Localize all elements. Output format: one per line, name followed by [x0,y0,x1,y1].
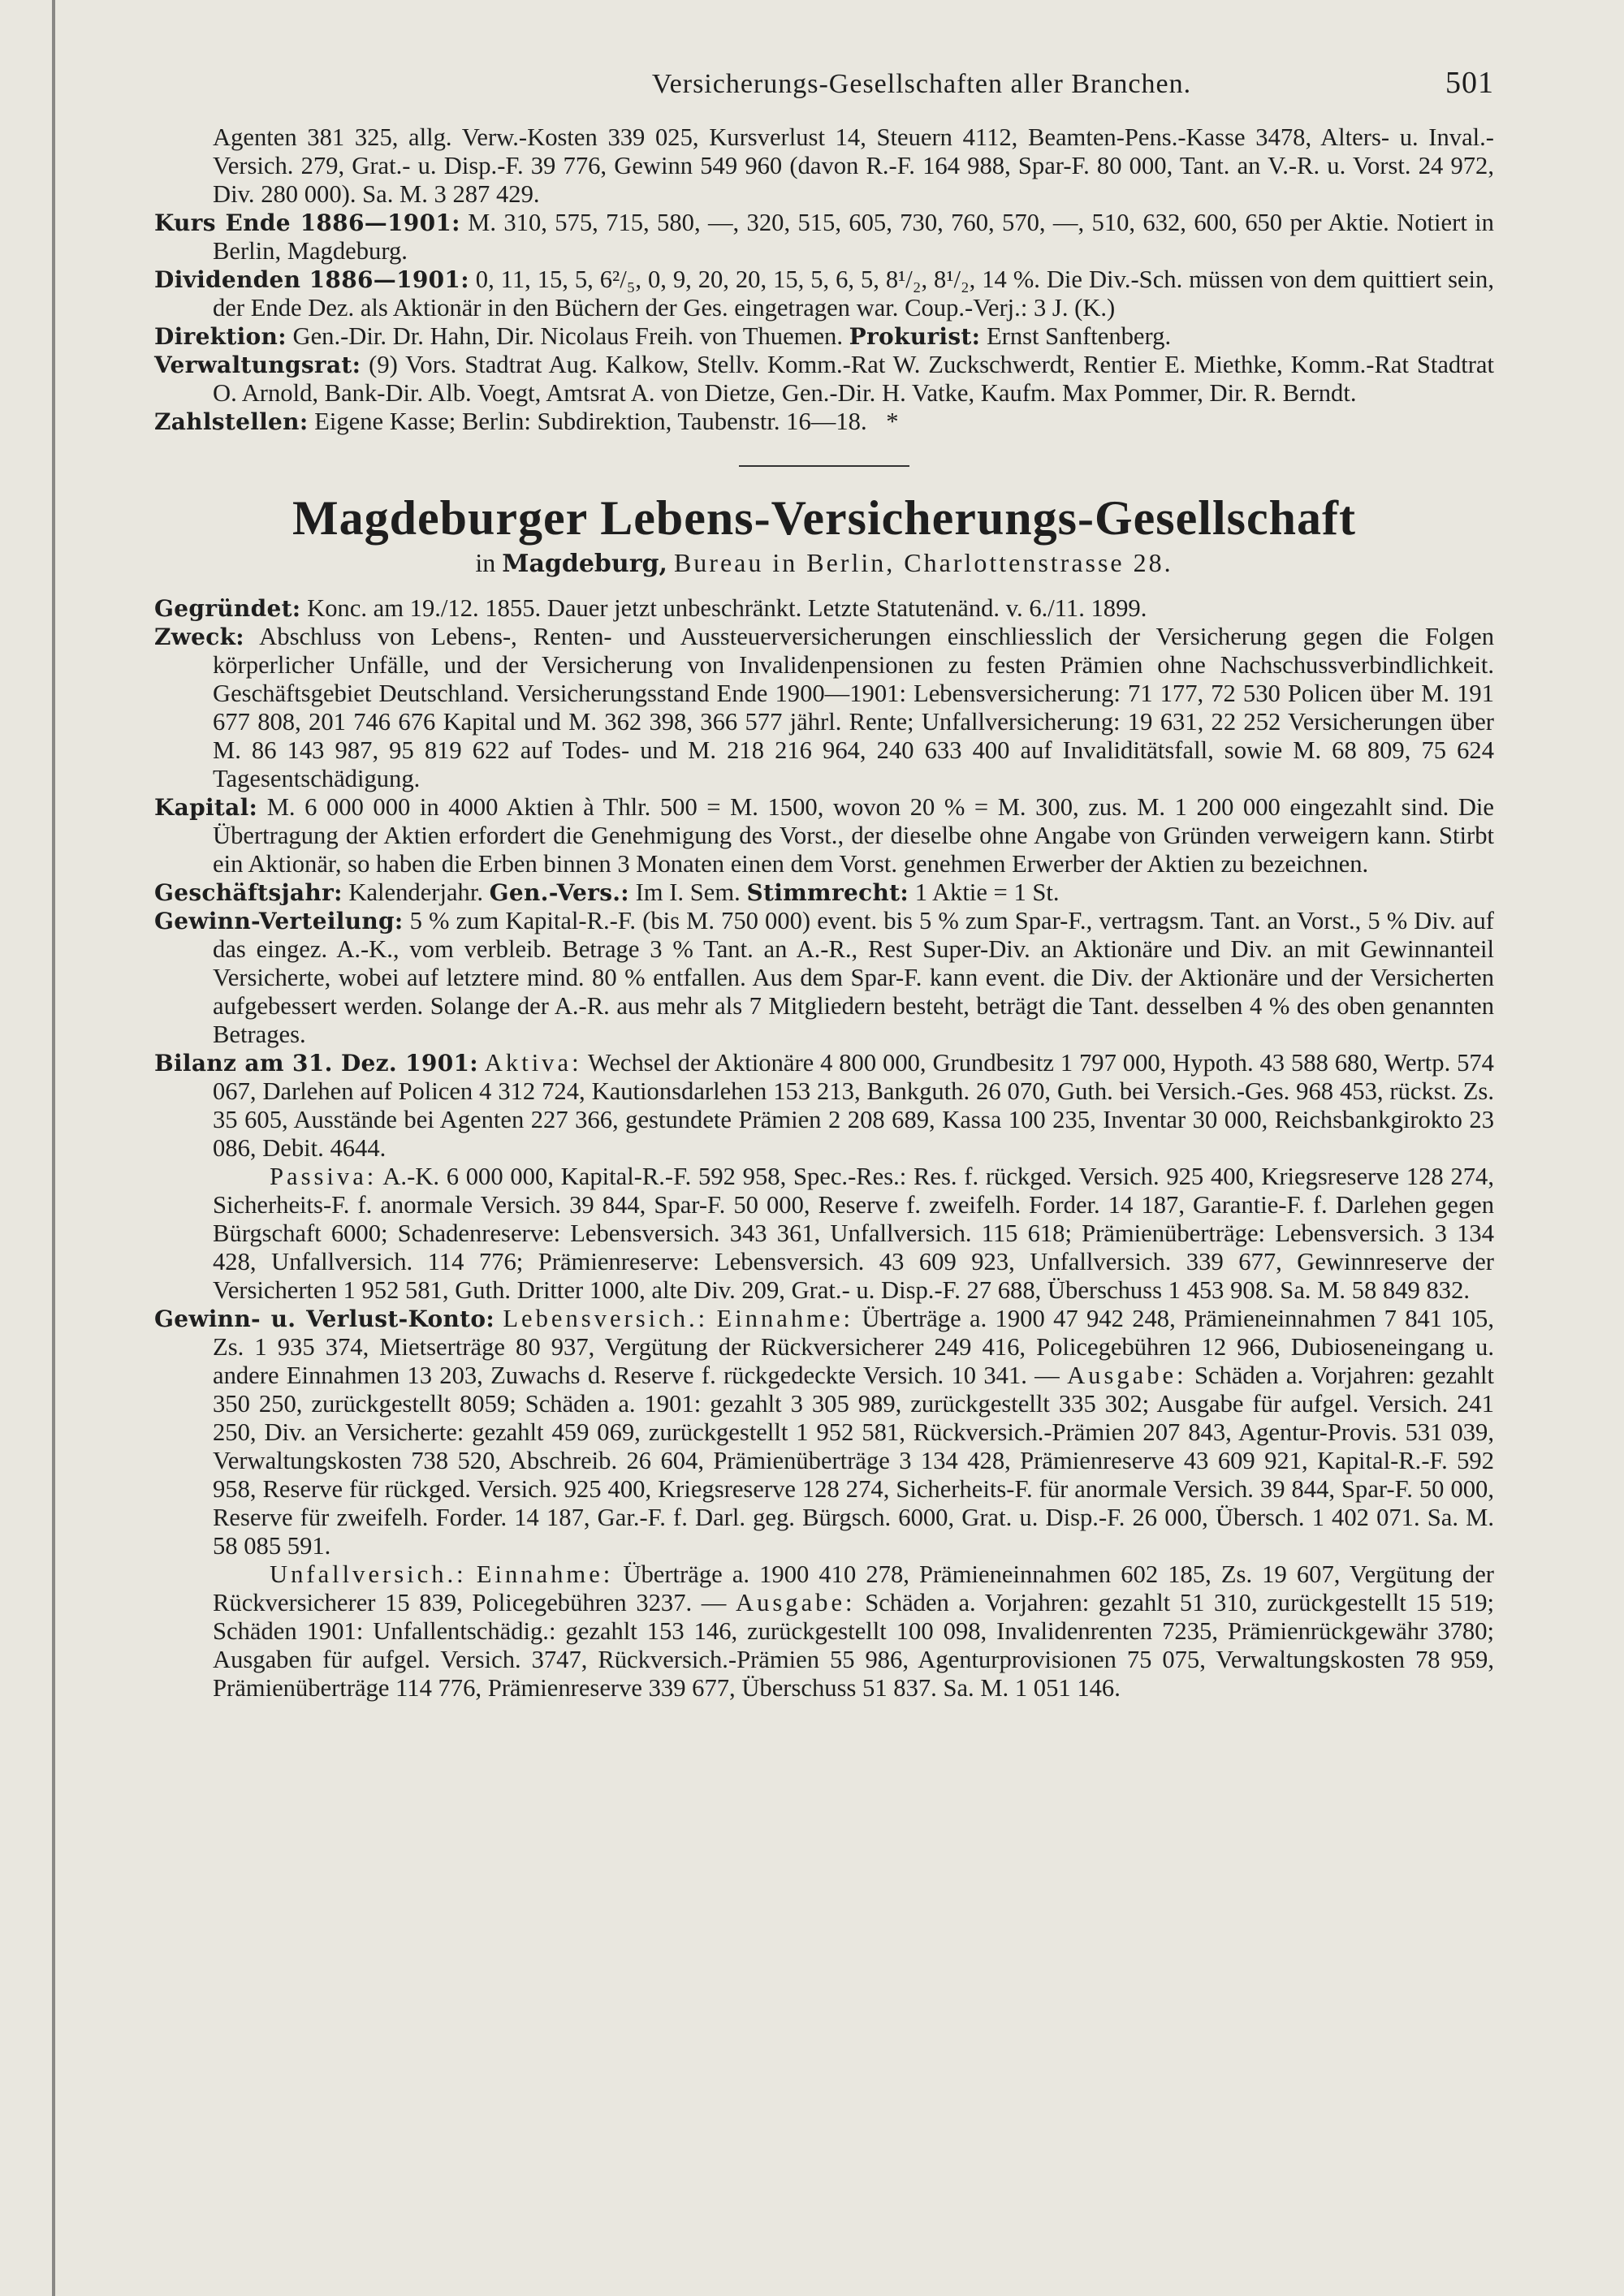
zahlstellen-text: Eigene Kasse; Berlin: Subdirektion, Taubenstr. 16—18. [314,408,867,435]
gegruendet-label: Gegründet: [154,595,301,622]
footnote-mark: * [886,408,899,435]
gewinn-verteilung-text: 5 % zum Kapital-R.-F. (bis M. 750 000) event. bis 5 % zum Spar-F., vertragsm. Tant. an Vorst., 5 % Div. auf das eingez. A.-K., vom verbleib. Betrage 3 % Tant. an A.-R., Rest Super-Div. an Aktionäre und Div. an mit Gewinnanteil Versicherte, wobei auf letztere mind. 80 % entfallen. Aus dem Spar-F. kann event. die Div. der Aktionäre und der Versicherten aufgebessert werden. Solange der A.-R. aus mehr als 7 Mitgliedern besteht, beträgt die Tant. desselben 4 % des oben genannten Betrages. [213,907,1494,1048]
stimmrecht-label: Stimmrecht: [746,879,909,906]
leben-einnahme-label: Einnahme: [716,1305,854,1332]
verwaltungsrat-label: Verwaltungsrat: [154,352,361,378]
running-header [154,65,1494,101]
dividenden-label: Dividenden 1886—1901: [154,266,469,293]
geschaeftsjahr-section [154,878,1494,907]
unfall-ausgabe-label: Ausgabe: [736,1589,856,1616]
gewinn-verteilung-label: Gewinn-Verteilung: [154,908,404,934]
leben-ausgabe-text: Schäden a. Vorjahren: gezahlt 350 250, zurückgestellt 8059; Schäden a. 1901: gezahlt 3 305 989, zurückgestellt 335 302; Ausgabe für aufgel. Versich. 241 250, Div. an Versicherte: gezahlt 459 069, zurückgestellt 1 952 581, Rückversich.-Prämien 207 843, Agentur-Provis. 531 039, Verwaltungskosten 738 520, Abschreib. 26 604, Prämienüberträge 3 134 428, Prämienreserve 43 609 921, Kapital-R.-F. 592 958, Reserve für rückged. Versich. 925 400, Kriegsreserve 128 274, Sicherheits-F. für anormale Versich. 39 844, Spar-F. 50 000, Reserve für zweifelh. Forder. 14 187, Gar.-F. f. Darl. geg. Bürgsch. 6000, Grat. u. Disp.-F. 26 000, Übersch. 1 402 071. Sa. M. 58 085 591. [213,1362,1495,1560]
verwaltungsrat-text: (9) Vors. Stadtrat Aug. Kalkow, Stellv. Komm.-Rat W. Zuckschwerdt, Rentier E. Miethke, Komm.-Rat Stadtrat O. Arnold, Bank-Dir. Alb. Voegt, Amtsrat A. von Dietze, Gen.-Dir. H. Vatke, Kaufm. Max Pommer, Dir. R. Berndt. [213,351,1494,407]
zahlstellen-label: Zahlstellen: [154,408,309,435]
gewinn-verlust-label: Gewinn- u. Verlust-Konto: [154,1306,495,1332]
genvers-text: Im I. Sem. [635,878,741,906]
kapital-section [154,793,1494,878]
unfall-einnahme-text: Überträge a. 1900 410 278, Prämieneinnahmen 602 185, Zs. 19 607, Vergütung der Rückversicherer 15 839, Policegebühren 3237. — [213,1560,1494,1616]
page-binding-edge [52,0,55,2296]
prev-entry-continuation [154,123,1494,209]
passiva-text: A.-K. 6 000 000, Kapital-R.-F. 592 958, Spec.-Res.: Res. f. rückged. Versich. 925 400, Kriegsreserve 128 274, Sicherheits-F. f. anormale Versich. 39 844, Spar-F. 50 000, Reserve f. zweifelh. Forder. 14 187, Garantie-F. f. Darlehen gegen Bürgschaft 6000; Schadenreserve: Lebensversich. 343 361, Unfallversich. 115 618; Prämienüberträge: Lebensversich. 3 134 428, Unfallversich. 114 776; Prämienreserve: Lebensversich. 43 609 923, Unfallversich. 339 677, Gewinnreserve der Versicherten 1 952 581, Guth. Dritter 1000, alte Div. 209, Grat.- u. Disp.-F. 27 688, Überschuss 1 453 908. Sa. M. 58 849 832. [213,1163,1494,1304]
leben-label: Lebensversich.: [503,1305,709,1332]
unfall-section [154,1560,1494,1703]
gewinn-verlust-section [154,1305,1494,1560]
stimmrecht-text: 1 Aktie = 1 St. [914,878,1060,906]
unfall-ausgabe-text: Schäden a. Vorjahren: gezahlt 51 310, zurückgestellt 15 519; Schäden 1901: Unfallentschädig.: gezahlt 153 146, zurückgestellt 100 098, Invalidenrenten 7235, Prämienrückgewähr 3780; Ausgaben für aufgel. Versich. 3747, Rückversich.-Prämien 55 986, Agenturprovisionen 75 075, Verwaltungskosten 78 959, Prämienüberträge 114 776, Prämienreserve 339 677, Überschuss 51 837. Sa. M. 1 051 146. [213,1589,1495,1702]
page-number: 501 [1445,66,1494,100]
prokurist-label: Prokurist: [849,323,981,350]
dividenden-section [154,265,1494,322]
genvers-label: Gen.-Vers.: [489,879,629,906]
company-subtitle [154,548,1494,578]
passiva-label: Passiva: [270,1163,378,1190]
zweck-text: Abschluss von Lebens-, Renten- und Aussteuerversicherungen einschliesslich der Versicherung gegen die Folgen körperlicher Unfälle, und der Versicherung von Invalidenpensionen zu festen Prämien ohne Nachschussverbindlichkeit. Geschäftsgebiet Deutschland. Versicherungsstand Ende 1900—1901: Lebensversicherung: 71 177, 72 530 Policen über M. 191 677 808, 201 746 676 Kapital und M. 362 398, 366 577 jährl. Rente; Unfallversicherung: 19 631, 22 252 Versicherungen über M. 86 143 987, 95 819 622 auf Todes- und M. 218 216 964, 240 633 400 auf Invaliditätsfall, sowie M. 68 809, 75 624 Tagesentschädigung. [213,623,1494,792]
gegruendet-section [154,594,1494,623]
geschaeftsjahr-text: Kalenderjahr. [348,878,483,906]
company-title: Magdeburger Lebens-Versicherungs-Gesellschaft [292,491,1356,545]
kurs-section [154,209,1494,265]
dividenden-text: 0, 11, 15, 5, 6²/₅, 0, 9, 20, 20, 15, 5, 6, 5, 8¹/₂, 8¹/₂, 14 %. Die Div.-Sch. müssen von dem quittiert sein, der Ende Dez. als Aktionär in den Büchern der Ges. eingetragen war. Coup.-Verj.: 3 J. (K.) [213,265,1494,322]
passiva-section [154,1163,1494,1305]
leben-einnahme-text: Überträge a. 1900 47 942 248, Prämieneinnahmen 7 841 105, Zs. 1 935 374, Mietserträge 80 937, Vergütung der Rückversicherer 249 416, Policegebühren 12 966, Dubioseneingang u. andere Einnahmen 13 203, Zuwachs d. Reserve f. rückgedeckte Versich. 10 341. — [213,1305,1494,1389]
unfall-label: Unfallversich.: [270,1560,467,1588]
gegruendet-text: Konc. am 19./12. 1855. Dauer jetzt unbeschränkt. Letzte Statutenänd. v. 6./11. 1899. [307,594,1147,622]
company-address: Bureau in Berlin, Charlottenstrasse 28. [673,548,1173,577]
document-page [154,65,1494,1703]
direktion-label: Direktion: [154,323,287,350]
kapital-text: M. 6 000 000 in 4000 Aktien à Thlr. 500 = M. 1500, wovon 20 % = M. 300, zus. M. 1 200 000 eingezahlt sind. Die Übertragung der Aktien erfordert die Genehmigung des Vorst., der dieselbe ohne Angabe von Gründen verweigern kann. Stirbt ein Aktionär, so haben die Erben binnen 3 Monaten einen dem Vorst. genehmen Erwerber der Aktien zu bezeichnen. [213,793,1494,878]
unfall-einnahme-label: Einnahme: [476,1560,614,1588]
direktion-text: Gen.-Dir. Dr. Hahn, Dir. Nicolaus Freih. von Thuemen. [292,322,843,350]
zweck-label: Zweck: [154,624,244,650]
bilanz-section [154,1049,1494,1163]
running-title: Versicherungs-Gesellschaften aller Branchen. [651,69,1192,99]
section-divider [739,465,909,467]
aktiva-text: Wechsel der Aktionäre 4 800 000, Grundbesitz 1 797 000, Hypoth. 43 588 680, Wertp. 574 067, Darlehen auf Policen 4 312 724, Kautionsdarlehen 153 213, Bankguth. 26 070, Guth. bei Versich.-Ges. 968 453, rückst. Zs. 35 605, Ausstände bei Agenten 227 366, gestundete Prämien 2 208 689, Kassa 100 235, Inventar 30 000, Reichsbankgirokto 23 086, Debit. 4644. [213,1049,1494,1162]
leben-ausgabe-label: Ausgabe: [1067,1362,1187,1389]
kurs-label: Kurs Ende 1886—1901: [154,209,460,236]
continuation-text: Agenten 381 325, allg. Verw.-Kosten 339 025, Kursverlust 14, Steuern 4112, Beamten-Pens.-Kasse 3478, Alters- u. Inval.-Versich. 279, Grat.- u. Disp.-F. 39 776, Gewinn 549 960 (davon R.-F. 164 988, Spar-F. 80 000, Tant. an V.-R. u. Vorst. 24 972, Div. 280 000). Sa. M. 3 287 429. [213,123,1494,208]
geschaeftsjahr-label: Geschäftsjahr: [154,879,343,906]
company-in: in [475,548,496,577]
kapital-label: Kapital: [154,794,258,821]
company-city: Magdeburg, [502,550,667,578]
prokurist-text: Ernst Sanftenberg. [986,322,1172,350]
gewinn-verteilung-section [154,907,1494,1049]
kurs-text: M. 310, 575, 715, 580, —, 320, 515, 605, 730, 760, 570, —, 510, 632, 600, 650 per Aktie. Notiert in Berlin, Magdeburg. [213,209,1494,265]
direktion-section [154,322,1494,351]
aktiva-label: Aktiva: [484,1049,582,1077]
zweck-section [154,623,1494,793]
bilanz-label: Bilanz am 31. Dez. 1901: [154,1050,478,1077]
zahlstellen-section [154,408,1494,436]
verwaltungsrat-section [154,351,1494,408]
